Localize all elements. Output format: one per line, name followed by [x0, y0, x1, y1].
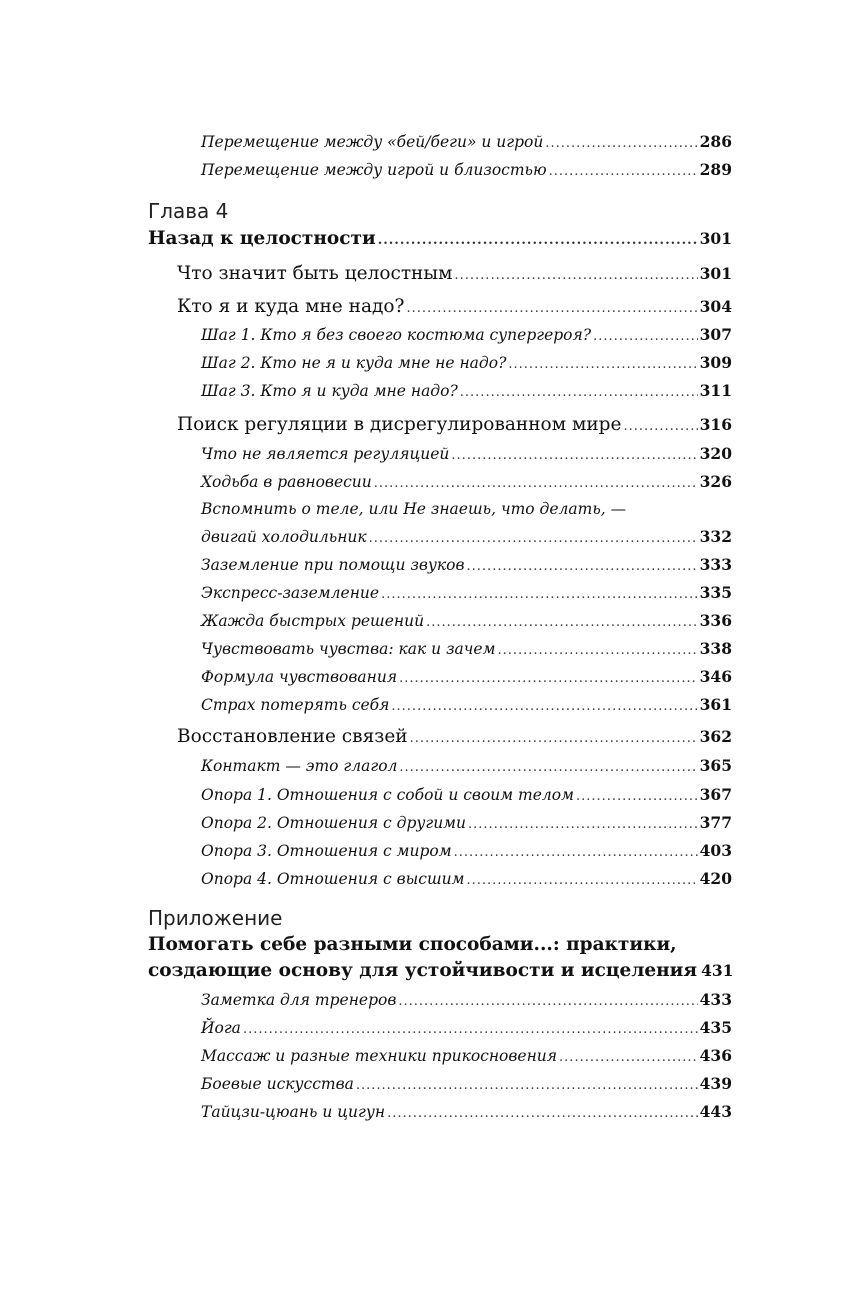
- toc-leader-dots: [497, 643, 697, 658]
- toc-leader-dots: [369, 531, 698, 546]
- toc-entry[interactable]: [201, 667, 732, 686]
- toc-entry[interactable]: [201, 695, 732, 714]
- toc-entry[interactable]: [201, 1074, 732, 1093]
- toc-entry-page: 311: [699, 381, 732, 400]
- toc-leader-dots: [549, 164, 698, 179]
- toc-entry-page: 433: [699, 990, 732, 1009]
- toc-leader-dots: [508, 357, 697, 372]
- toc-entry-title: Ходьба в равновесии: [201, 473, 372, 491]
- toc-entry-title: двигай холодильник: [201, 528, 367, 546]
- toc-leader-dots: [545, 136, 697, 151]
- chapter-page: 301: [699, 229, 732, 248]
- toc-section-page: 304: [699, 297, 732, 316]
- toc-entry[interactable]: [201, 756, 732, 775]
- toc-section-page: 316: [699, 415, 732, 434]
- toc-entry-title: Формула чувствования: [201, 668, 398, 686]
- toc-entry[interactable]: [201, 444, 732, 463]
- toc-section[interactable]: [177, 726, 732, 747]
- toc-leader-dots: [243, 1022, 698, 1037]
- toc-entry-title: Шаг 2. Кто не я и куда мне не надо?: [201, 354, 507, 372]
- toc-leader-dots: [593, 329, 698, 344]
- toc-leader-dots: [623, 419, 697, 434]
- toc-entry-page: 326: [699, 472, 732, 491]
- toc-leader-dots: [398, 994, 697, 1009]
- toc-leader-dots: [399, 760, 697, 775]
- toc-leader-dots: [455, 268, 698, 283]
- toc-entry-page: 365: [699, 756, 732, 775]
- toc-entry-title: Опора 1. Отношения с собой и своим телом: [201, 786, 574, 804]
- toc-entry-title: Экспресс-заземление: [201, 584, 380, 602]
- toc-entry-title: Опора 3. Отношения с миром: [201, 842, 452, 860]
- toc-leader-dots: [467, 559, 698, 574]
- toc-entry[interactable]: [201, 611, 732, 630]
- toc-entry[interactable]: [201, 1046, 732, 1065]
- toc-leader-dots: [576, 789, 698, 804]
- toc-entry-page: 307: [699, 325, 732, 344]
- toc-entry[interactable]: [201, 990, 732, 1009]
- appendix-title-entry[interactable]: [148, 960, 732, 981]
- toc-entry[interactable]: [201, 639, 732, 658]
- toc-entry-title: Шаг 1. Кто я без своего костюма супергероя?: [201, 326, 592, 344]
- appendix-title: создающие основу для устойчивости и исцеления: [148, 960, 698, 981]
- toc-entry[interactable]: [201, 555, 732, 574]
- toc-entry[interactable]: [201, 132, 732, 151]
- toc-entry-page: 320: [699, 444, 732, 463]
- toc-leader-dots: [410, 731, 698, 746]
- toc-entry-title-line1[interactable]: Вспомнить о теле, или Не знаешь, что делать, —: [201, 500, 627, 518]
- toc-entry[interactable]: [201, 813, 732, 832]
- toc-entry-page: 289: [699, 160, 732, 179]
- toc-entry-title: Заземление при помощи звуков: [201, 556, 465, 574]
- toc-entry[interactable]: [201, 841, 732, 860]
- toc-entry-title: Что не является регуляцией: [201, 445, 450, 463]
- toc-entry-title: Опора 4. Отношения с высшим: [201, 870, 465, 888]
- toc-section-page: 301: [699, 264, 732, 283]
- chapter-title-entry[interactable]: [148, 228, 732, 249]
- toc-leader-dots: [378, 233, 698, 248]
- toc-entry[interactable]: [201, 325, 732, 344]
- toc-leader-dots: [381, 587, 698, 602]
- toc-entry[interactable]: [201, 583, 732, 602]
- toc-entry-page: 333: [699, 555, 732, 574]
- toc-entry-page: 309: [699, 353, 732, 372]
- chapter-title: Назад к целостности: [148, 228, 376, 249]
- toc-entry-title: Боевые искусства: [201, 1075, 354, 1093]
- toc-entry-title: Заметка для тренеров: [201, 991, 397, 1009]
- toc-leader-dots: [466, 873, 697, 888]
- toc-entry-page: 332: [699, 527, 732, 546]
- chapter-label: Глава 4: [148, 199, 229, 223]
- toc-leader-dots: [374, 476, 698, 491]
- toc-entry-title: Опора 2. Отношения с другими: [201, 814, 467, 832]
- toc-entry-title: Страх потерять себя: [201, 696, 390, 714]
- toc-entry-title: Шаг 3. Кто я и куда мне надо?: [201, 382, 458, 400]
- toc-entry-page: 346: [699, 667, 732, 686]
- appendix-title-line1[interactable]: Помогать себе разными способами...: практики,: [148, 934, 677, 955]
- toc-entry[interactable]: [201, 785, 732, 804]
- toc-leader-dots: [454, 845, 698, 860]
- toc-entry-page: 377: [699, 813, 732, 832]
- toc-leader-dots: [460, 385, 698, 400]
- toc-entry-page: 338: [699, 639, 732, 658]
- toc-entry-title: Жажда быстрых решений: [201, 612, 425, 630]
- toc-entry[interactable]: [201, 1102, 732, 1121]
- toc-entry[interactable]: [201, 353, 732, 372]
- toc-leader-dots: [426, 615, 698, 630]
- toc-leader-dots: [559, 1050, 698, 1065]
- toc-entry-page: 439: [699, 1074, 732, 1093]
- toc-leader-dots: [399, 671, 698, 686]
- toc-entry[interactable]: [201, 1018, 732, 1037]
- toc-leader-dots: [406, 301, 697, 316]
- toc-entry-page: 443: [699, 1102, 732, 1121]
- toc-section[interactable]: [177, 414, 732, 435]
- toc-section-title: Поиск регуляции в дисрегулированном мире: [177, 414, 622, 435]
- toc-entry[interactable]: [201, 160, 732, 179]
- toc-entry[interactable]: [201, 869, 732, 888]
- toc-entry-title: Контакт — это глагол: [201, 757, 398, 775]
- toc-section-page: 362: [699, 727, 732, 746]
- toc-entry-title: Чувствовать чувства: как и зачем: [201, 640, 496, 658]
- appendix-page: 431: [701, 961, 734, 980]
- toc-entry-page: 286: [699, 132, 732, 151]
- toc-entry-page: 435: [699, 1018, 732, 1037]
- toc-entry-page: 336: [699, 611, 732, 630]
- toc-entry-title: Йога: [201, 1019, 241, 1037]
- toc-entry-title: Перемещение между игрой и близостью: [201, 161, 547, 179]
- toc-entry[interactable]: [201, 381, 732, 400]
- toc-leader-dots: [387, 1106, 698, 1121]
- toc-section-title: Кто я и куда мне надо?: [177, 296, 405, 317]
- toc-entry-title: Массаж и разные техники прикосновения: [201, 1047, 558, 1065]
- toc-leader-dots: [451, 448, 697, 463]
- toc-section[interactable]: [177, 296, 732, 317]
- toc-section[interactable]: [177, 263, 732, 284]
- toc-leader-dots: [356, 1078, 698, 1093]
- toc-entry-page: 403: [699, 841, 732, 860]
- toc-section-title: Что значит быть целостным: [177, 263, 453, 284]
- toc-leader-dots: [391, 699, 697, 714]
- toc-entry[interactable]: [201, 527, 732, 546]
- toc-entry-page: 361: [699, 695, 732, 714]
- toc-entry-title: Перемещение между «бей/беги» и игрой: [201, 133, 544, 151]
- toc-entry-page: 420: [699, 869, 732, 888]
- toc-section-title: Восстановление связей: [177, 726, 408, 747]
- toc-entry[interactable]: [201, 472, 732, 491]
- appendix-label: Приложение: [148, 906, 283, 930]
- toc-entry-title: Тайцзи-цюань и цигун: [201, 1103, 386, 1121]
- toc-entry-page: 367: [699, 785, 732, 804]
- toc-leader-dots: [468, 817, 698, 832]
- toc-entry-page: 335: [699, 583, 732, 602]
- toc-entry-page: 436: [699, 1046, 732, 1065]
